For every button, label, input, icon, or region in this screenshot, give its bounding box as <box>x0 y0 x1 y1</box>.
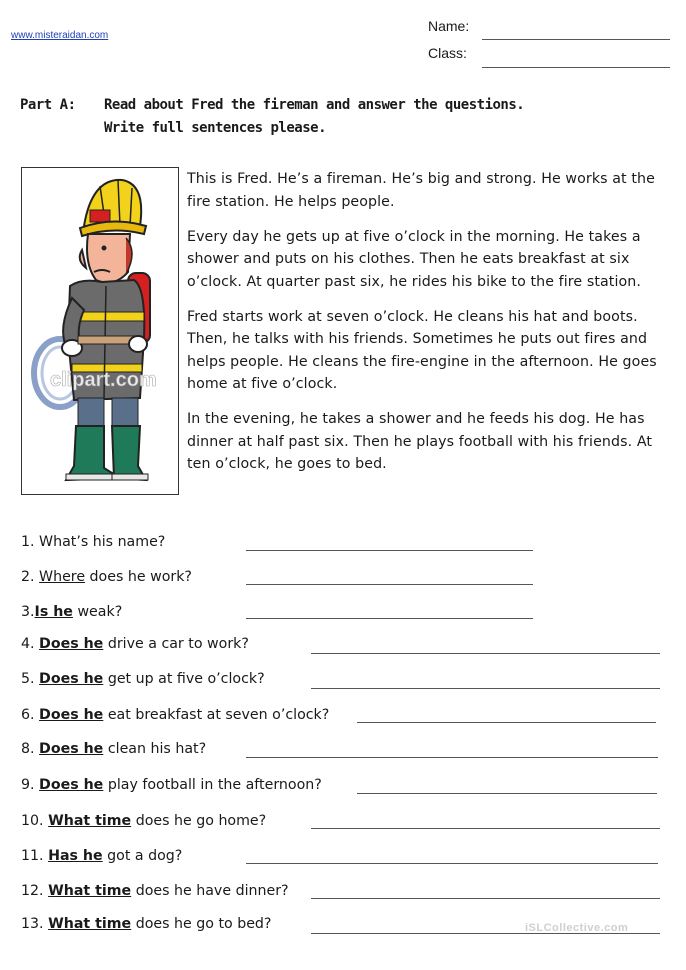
question-keyword: Does he <box>39 707 104 723</box>
question-1 <box>21 534 165 550</box>
question-6 <box>21 707 329 723</box>
question-4 <box>21 636 249 652</box>
answer-line-5[interactable] <box>311 688 660 689</box>
answer-line-9[interactable] <box>357 793 657 794</box>
question-keyword: What time <box>48 813 132 829</box>
question-8 <box>21 741 206 757</box>
class-line[interactable] <box>482 67 670 68</box>
question-number: 6. <box>21 707 40 723</box>
question-text: does he have dinner? <box>131 883 289 899</box>
question-9 <box>21 777 322 793</box>
question-number: 10. <box>21 813 49 829</box>
question-text: clean his hat? <box>103 741 207 757</box>
question-3 <box>21 604 122 620</box>
question-5 <box>21 671 265 687</box>
question-13 <box>21 916 271 932</box>
eye <box>102 246 107 251</box>
question-text: got a dog? <box>102 848 183 864</box>
fireman-drawing <box>22 168 178 494</box>
part-label: Part A: <box>20 97 76 113</box>
name-label: Name: <box>428 18 470 34</box>
nose <box>80 250 86 268</box>
site-link[interactable]: www.misteraidan.com <box>11 30 109 41</box>
helmet-badge <box>90 210 110 222</box>
reading-passage <box>187 168 665 488</box>
question-keyword: Does he <box>39 636 104 652</box>
question-keyword: Has he <box>48 848 103 864</box>
question-keyword: Does he <box>39 741 104 757</box>
question-number: 5. <box>21 671 40 687</box>
paragraph-1: This is Fred. He’s a fireman. He’s big and strong. He works at the fire station. He helps people. <box>187 171 655 210</box>
paragraph-4: In the evening, he takes a shower and he feeds his dog. He has dinner at half past six. Then he plays football with his friends. At ten o’clock, he goes to bed. <box>187 411 653 472</box>
answer-line-12[interactable] <box>311 898 660 899</box>
question-number: 11. <box>21 848 49 864</box>
instruction-line-2: Write full sentences please. <box>104 120 327 136</box>
question-11 <box>21 848 182 864</box>
paragraph-2: Every day he gets up at five o’clock in the morning. He takes a shower and puts on his clothes. Then he eats breakfast at six o’clock. At quarter past six, he rides his bike to the fire station. <box>187 228 641 290</box>
question-text: eat breakfast at seven o’clock? <box>103 707 330 723</box>
question-number: 3. <box>21 604 35 620</box>
islcollective-watermark: iSLCollective.com <box>525 922 629 934</box>
question-keyword: Does he <box>39 671 104 687</box>
right-sole <box>112 474 148 480</box>
right-boot <box>112 426 146 480</box>
question-2 <box>21 569 192 585</box>
question-12 <box>21 883 289 899</box>
question-number: 9. <box>21 777 40 793</box>
instruction-line-1: Read about Fred the fireman and answer the questions. <box>104 97 525 113</box>
question-number: 1. <box>21 534 40 550</box>
answer-line-8[interactable] <box>246 757 658 758</box>
question-text: weak? <box>72 604 123 620</box>
question-keyword: Does he <box>39 777 104 793</box>
answer-line-2[interactable] <box>246 584 533 585</box>
name-line[interactable] <box>482 39 670 40</box>
question-number: 4. <box>21 636 40 652</box>
question-text: What’s his name? <box>39 534 166 550</box>
question-number: 13. <box>21 916 49 932</box>
paragraph-3: Fred starts work at seven o’clock. He cleans his hat and boots. Then, he talks with his friends. Sometimes he puts out fires and helps people. He cleans the fire-engine in the afternoon. He goes home at five o’clock. <box>187 308 657 392</box>
ear-flap <box>126 238 132 274</box>
glove-right <box>129 336 147 352</box>
question-text: does he go home? <box>131 813 267 829</box>
answer-line-11[interactable] <box>246 863 658 864</box>
question-text: does he go to bed? <box>131 916 272 932</box>
left-leg <box>78 398 104 428</box>
question-keyword: Where <box>39 569 86 585</box>
class-label: Class: <box>428 45 467 61</box>
right-leg <box>112 398 138 428</box>
question-text: does he work? <box>85 569 192 585</box>
question-keyword: What time <box>48 883 132 899</box>
question-number: 8. <box>21 741 40 757</box>
question-text: drive a car to work? <box>103 636 249 652</box>
face <box>87 234 130 283</box>
answer-line-3[interactable] <box>246 618 533 619</box>
question-number: 2. <box>21 569 40 585</box>
answer-line-10[interactable] <box>311 828 660 829</box>
answer-line-6[interactable] <box>357 722 656 723</box>
question-text: play football in the afternoon? <box>103 777 322 793</box>
question-keyword: Is he <box>34 604 73 620</box>
question-10 <box>21 813 266 829</box>
question-number: 12. <box>21 883 49 899</box>
answer-line-4[interactable] <box>311 653 660 654</box>
clipart-watermark: clipart.com <box>50 369 157 391</box>
fireman-illustration <box>21 167 179 495</box>
question-keyword: What time <box>48 916 132 932</box>
answer-line-1[interactable] <box>246 550 533 551</box>
question-text: get up at five o’clock? <box>103 671 265 687</box>
